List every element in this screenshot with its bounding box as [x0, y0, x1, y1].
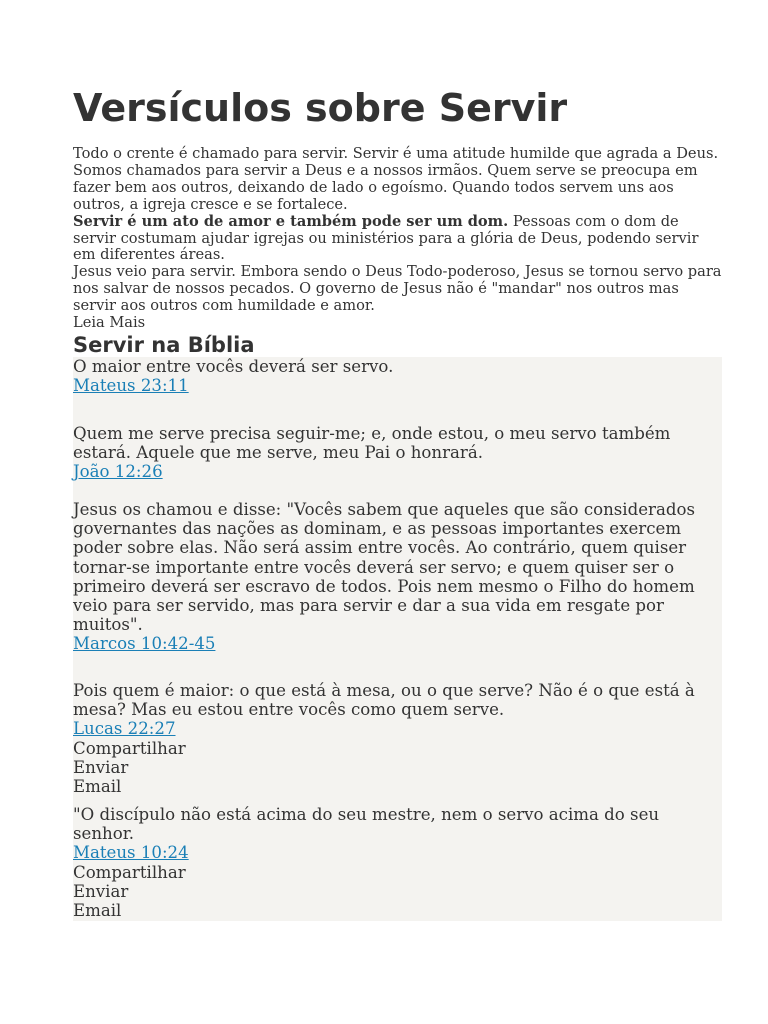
verse-item: [73, 681, 718, 796]
share-button[interactable]: Compartilhar: [73, 738, 186, 758]
intro-paragraph-1: Todo o crente é chamado para servir. Servir é uma atitude humilde que agrada a Deus. Somos chamados para servir a Deus e a nossos irmãos. Quem serve se preocupa em fazer bem aos outros, deixando de lado o egoísmo. Quando todos servem uns aos outros, a igreja cresce e se fortalece.: [73, 145, 719, 213]
verse-reference-link[interactable]: Mateus 10:24: [73, 843, 189, 863]
share-button[interactable]: Compartilhar: [73, 862, 186, 882]
verse-list: [73, 357, 722, 921]
intro-bold-statement: Servir é um ato de amor e também pode ser um dom.: [73, 212, 509, 230]
verse-text: Pois quem é maior: o que está à mesa, ou o que serve? Não é o que está à mesa? Mas eu estou entre vocês como quem serve.: [73, 681, 695, 720]
intro-paragraph-2-rest: Pessoas com o dom de servir costumam ajudar igrejas ou ministérios para a glória de Deus, podendo servir em diferentes áreas.: [73, 212, 699, 264]
verse-text: Quem me serve precisa seguir-me; e, onde estou, o meu servo também estará. Aquele que me serve, meu Pai o honrará.: [73, 424, 671, 463]
verse-text: "O discípulo não está acima do seu mestre, nem o servo acima do seu senhor.: [73, 805, 660, 844]
intro-paragraph-2: [73, 214, 723, 265]
verse-item: [73, 424, 718, 482]
intro-text: [73, 146, 723, 332]
send-button[interactable]: Enviar: [73, 881, 129, 901]
verse-reference-link[interactable]: Marcos 10:42-45: [73, 634, 216, 654]
verse-item: [73, 357, 718, 395]
section-title: Servir na Bíblia: [73, 333, 255, 357]
verse-item: [73, 500, 718, 654]
verse-text: Jesus os chamou e disse: "Vocês sabem que aqueles que são considerados governantes das nações as dominam, e as pessoas importantes exercem poder sobre elas. Não será assim entre vocês. Ao contrário, quem quiser tornar-se importante entre vocês deverá ser servo; e quem quiser ser o primeiro deverá ser escravo de todos. Pois nem mesmo o Filho do homem veio para ser servido, mas para servir e dar a sua vida em resgate por muitos".: [73, 500, 696, 635]
verse-reference-link[interactable]: João 12:26: [73, 462, 163, 482]
verse-item: [73, 805, 718, 920]
email-button[interactable]: Email: [73, 777, 122, 797]
intro-paragraph-3: Jesus veio para servir. Embora sendo o Deus Todo-poderoso, Jesus se tornou servo para nos salvar de nossos pecados. O governo de Jesus não é "mandar" nos outros mas servir aos outros com humildade e amor.: [73, 263, 722, 315]
email-button[interactable]: Email: [73, 901, 122, 921]
page-title: Versículos sobre Servir: [73, 86, 568, 130]
verse-reference-link[interactable]: Mateus 23:11: [73, 376, 189, 396]
read-more-link[interactable]: Leia Mais: [73, 314, 146, 332]
send-button[interactable]: Enviar: [73, 757, 129, 777]
verse-text: O maior entre vocês deverá ser servo.: [73, 357, 394, 376]
verse-reference-link[interactable]: Lucas 22:27: [73, 719, 176, 739]
